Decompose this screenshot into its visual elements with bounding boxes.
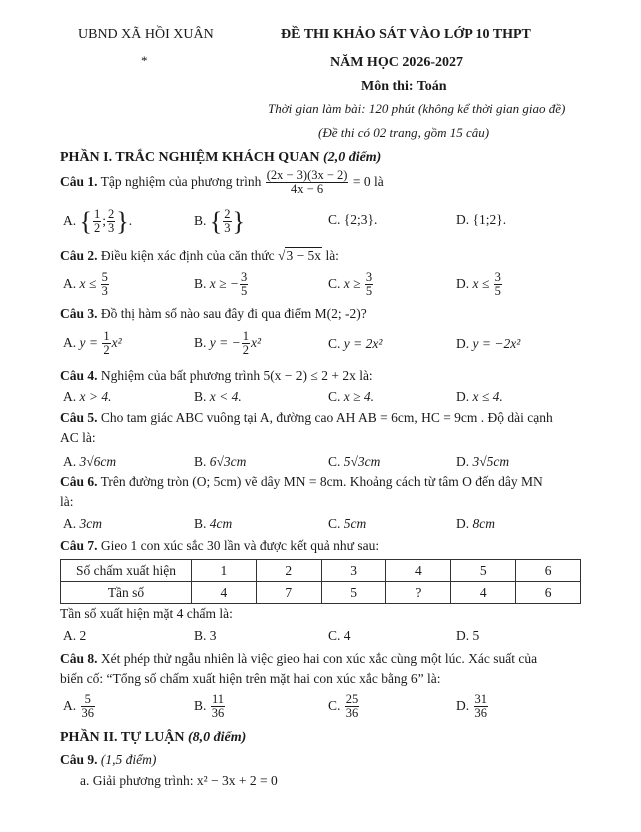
question-6 (60, 474, 543, 490)
q6-option-a[interactable] (63, 516, 102, 532)
brace-left: { (79, 206, 92, 236)
option-letter: D. (456, 698, 470, 713)
table-cell: 4 (192, 582, 257, 604)
fraction (266, 169, 349, 196)
part2-title: PHẦN II. TỰ LUẬN (60, 730, 185, 745)
question-points: (1,5 điểm) (97, 752, 157, 767)
school-year: NĂM HỌC 2026-2027 (330, 55, 463, 70)
table-cell: 5 (321, 582, 386, 604)
q5-option-c[interactable] (328, 454, 380, 470)
option-letter: D. (456, 336, 470, 351)
fraction-numerator: 1 (93, 207, 101, 222)
q2-option-d[interactable] (456, 268, 503, 300)
fraction (345, 693, 360, 720)
table-cell: 2 (256, 560, 321, 582)
fraction-denominator: 5 (241, 284, 248, 299)
question-7-sub: Tần số xuất hiện mặt 4 chấm là: (60, 606, 233, 621)
option-value: x² (111, 335, 122, 350)
part1-heading (60, 150, 381, 166)
fraction-numerator: 11 (211, 692, 225, 707)
q6-option-d[interactable] (456, 516, 495, 532)
option-value: 5√3cm (343, 454, 381, 469)
q3-option-d[interactable] (456, 336, 520, 352)
option-letter: D. (456, 628, 470, 643)
option-value: 6√3cm (209, 454, 247, 469)
q2-option-c[interactable] (328, 268, 374, 300)
option-letter: D. (456, 276, 470, 291)
fraction-denominator: 36 (345, 706, 359, 721)
question-text: Điều kiện xác định của căn thức (97, 248, 279, 263)
question-tail: là: (322, 248, 339, 263)
table-cell: 4 (451, 582, 516, 604)
frequency-table (60, 559, 581, 604)
question-text: Nghiệm của bất phương trình 5(x − 2) ≤ 2 + 2x là: (97, 368, 373, 383)
question-text: Tập nghiệm của phương trình (97, 174, 262, 189)
q4-option-c[interactable] (328, 389, 374, 405)
table-cell: Tần số (61, 582, 192, 604)
question-4 (60, 368, 373, 384)
fraction-numerator: 1 (103, 329, 110, 344)
option-letter: C. (328, 516, 341, 531)
question-tail: = 0 là (349, 174, 384, 189)
q1-option-a[interactable]: A. { $\frac{1}{2}$ ; $\frac{2}{3}$ }. (63, 206, 133, 236)
question-5-line2: AC là: (60, 430, 96, 445)
q8-option-d[interactable] (456, 690, 489, 722)
fraction-numerator: 3 (494, 270, 501, 285)
option-value: x ≤ 4. (472, 389, 503, 404)
option-letter: C. (328, 389, 341, 404)
fraction-numerator: 1 (242, 329, 249, 344)
part2-points: (8,0 điểm) (184, 730, 247, 745)
table-cell: Số chấm xuất hiện (61, 560, 192, 582)
exam-time: Thời gian làm bài: 120 phút (không kể thời gian giao đề) (268, 101, 566, 116)
option-letter: B. (194, 389, 207, 404)
option-value: 3 (209, 628, 217, 643)
question-9 (60, 752, 156, 768)
fraction (211, 693, 226, 720)
option-value: x² (250, 335, 262, 350)
q4-option-b[interactable] (194, 389, 242, 405)
table-cell: 7 (256, 582, 321, 604)
exam-note: (Đề thi có 02 trang, gồm 15 câu) (318, 125, 490, 140)
brace-right: } (232, 206, 245, 236)
option-letter: A. (63, 698, 77, 713)
option-value: x ≤ (472, 276, 493, 291)
table-cell: 5 (451, 560, 516, 582)
option-letter: A. (63, 389, 77, 404)
fraction-numerator: 25 (345, 692, 359, 707)
question-label: Câu 4. (60, 368, 98, 383)
option-value: y = −2x² (472, 336, 521, 351)
fraction (474, 693, 489, 720)
fraction-numerator: 5 (101, 270, 108, 285)
question-label: Câu 7. (60, 538, 98, 553)
option-letter: A. (63, 628, 77, 643)
question-3 (60, 306, 367, 322)
fraction (223, 208, 231, 235)
option-letter: B. (194, 628, 207, 643)
table-row (61, 560, 581, 582)
exam-subject: Môn thi: Toán (361, 79, 447, 94)
fraction (93, 208, 101, 235)
question-9a: a. Giải phương trình: x² − 3x + 2 = 0 (80, 773, 278, 788)
fraction (81, 693, 96, 720)
q7-option-a[interactable] (63, 628, 86, 644)
fraction-denominator: 3 (224, 221, 231, 236)
question-text: Đồ thị hàm số nào sau đây đi qua điểm M(2; -2)? (97, 306, 367, 321)
q2-option-b[interactable] (194, 268, 249, 300)
option-letter: A. (63, 335, 77, 350)
question-7 (60, 538, 379, 554)
q8-option-c[interactable] (328, 690, 360, 722)
fraction-denominator: 36 (211, 706, 225, 721)
fraction (102, 330, 110, 357)
q7-option-b[interactable] (194, 628, 217, 644)
q5-option-b[interactable] (194, 454, 246, 470)
question-text: Trên đường tròn (O; 5cm) vẽ dây MN = 8cm. Khoảng cách từ tâm O đến dây MN (97, 474, 543, 489)
q3-option-a[interactable] (63, 327, 122, 359)
option-letter: B. (194, 516, 207, 531)
fraction-denominator: 2 (93, 221, 101, 236)
brace-right: } (116, 206, 129, 236)
option-letter: B. (194, 335, 207, 350)
question-label: Câu 8. (60, 651, 98, 666)
brace-left: { (209, 206, 223, 236)
option-value: x ≤ (79, 276, 100, 291)
option-value: 4cm (209, 516, 233, 531)
question-6-line2: là: (60, 494, 74, 509)
question-2 (60, 248, 339, 264)
option-value: 3√6cm (79, 454, 117, 469)
question-5 (60, 410, 553, 426)
question-1 (60, 166, 384, 198)
fraction (365, 271, 373, 298)
question-text: Gieo 1 con xúc sắc 30 lần và được kết quả như sau: (97, 538, 380, 553)
option-letter: B. (194, 698, 207, 713)
q2-option-a[interactable] (63, 268, 110, 300)
table-row (61, 582, 581, 604)
option-value: {2;3}. (343, 212, 378, 227)
exam-title: ĐỀ THI KHẢO SÁT VÀO LỚP 10 THPT (281, 27, 531, 42)
question-label: Câu 1. (60, 174, 98, 189)
option-letter: B. (194, 454, 207, 469)
part1-title: PHẦN I. TRẮC NGHIỆM KHÁCH QUAN (60, 150, 320, 165)
option-letter: C. (328, 212, 341, 227)
q8-option-b[interactable] (194, 690, 226, 722)
q5-option-a[interactable] (63, 454, 116, 470)
question-label: Câu 9. (60, 752, 98, 767)
option-value: 8cm (472, 516, 495, 531)
q5-option-d[interactable] (456, 454, 509, 470)
part1-points: (2,0 điểm) (319, 150, 382, 165)
header-star: * (141, 53, 148, 68)
table-cell: 6 (516, 560, 581, 582)
option-value: 5 (472, 628, 480, 643)
q3-option-b[interactable] (194, 327, 261, 359)
q3-option-c[interactable] (328, 336, 382, 352)
fraction-denominator: 36 (474, 706, 487, 721)
fraction-denominator: 2 (103, 343, 110, 358)
question-label: Câu 3. (60, 306, 98, 321)
option-value: x ≥ − (209, 276, 240, 291)
fraction (494, 271, 502, 298)
table-cell: 6 (516, 582, 581, 604)
table-cell: 3 (321, 560, 386, 582)
q1-option-b[interactable] (194, 205, 245, 238)
radicand: 3 − 5x (286, 248, 322, 263)
fraction-numerator: 3 (241, 270, 248, 285)
option-letter: D. (456, 454, 470, 469)
table-cell: 4 (386, 560, 451, 582)
q1-option-d[interactable] (456, 212, 506, 228)
fraction-denominator: 3 (101, 284, 108, 299)
question-8 (60, 651, 537, 667)
option-value: x ≥ (343, 276, 364, 291)
question-text: Cho tam giác ABC vuông tại A, đường cao AH AB = 6cm, HC = 9cm . Độ dài cạnh (97, 410, 553, 425)
option-value: 2 (79, 628, 87, 643)
option-value: 3√5cm (472, 454, 510, 469)
fraction-denominator: 5 (365, 284, 373, 299)
fraction-denominator: 2 (242, 343, 249, 358)
fraction (107, 208, 115, 235)
issuing-organization: UBND XÃ HỒI XUÂN (78, 27, 214, 42)
option-value: 4 (343, 628, 351, 643)
question-label: Câu 2. (60, 248, 98, 263)
option-letter: C. (328, 628, 341, 643)
fraction-denominator: 36 (81, 706, 94, 721)
option-letter: B. (194, 276, 207, 291)
fraction-denominator: 4x − 6 (291, 182, 324, 197)
option-value: {1;2}. (472, 212, 507, 227)
q4-option-d[interactable] (456, 389, 503, 405)
table-cell: ? (386, 582, 451, 604)
option-letter: C. (328, 336, 341, 351)
option-value: y = (79, 335, 102, 350)
option-letter: A. (63, 213, 77, 228)
question-label: Câu 5. (60, 410, 98, 425)
option-letter: B. (194, 213, 207, 228)
q7-option-c[interactable] (328, 628, 351, 644)
fraction (240, 271, 248, 298)
option-value: x ≥ 4. (343, 389, 375, 404)
q4-option-a[interactable] (63, 389, 111, 405)
option-letter: C. (328, 698, 341, 713)
option-letter: C. (328, 454, 341, 469)
fraction-denominator: 5 (494, 284, 501, 299)
fraction-numerator: 5 (81, 693, 96, 707)
option-letter: A. (63, 516, 77, 531)
q7-option-d[interactable] (456, 628, 479, 644)
option-letter: D. (456, 212, 470, 227)
fraction-numerator: (2x − 3)(3x − 2) (266, 168, 348, 183)
fraction-denominator: 3 (108, 221, 115, 236)
sqrt-symbol: √ (278, 248, 286, 263)
q1-option-c[interactable] (328, 212, 377, 228)
question-text: Xét phép thử ngẫu nhiên là việc gieo hai con xúc xắc cùng một lúc. Xác suất của (97, 651, 538, 666)
fraction-numerator: 2 (108, 207, 115, 222)
q6-option-c[interactable] (328, 516, 366, 532)
fraction-numerator: 2 (224, 207, 231, 222)
table-cell: 1 (192, 560, 257, 582)
option-letter: C. (328, 276, 341, 291)
option-letter: D. (456, 389, 470, 404)
option-value: x > 4. (79, 389, 112, 404)
option-value: y = − (209, 335, 241, 350)
fraction (101, 271, 109, 298)
question-label: Câu 6. (60, 474, 98, 489)
option-value: 3cm (79, 516, 102, 531)
option-value: y = 2x² (343, 336, 383, 351)
part2-heading (60, 730, 246, 746)
q8-option-a[interactable] (63, 690, 96, 722)
fraction-numerator: 31 (474, 692, 487, 707)
option-value: 5cm (343, 516, 367, 531)
fraction (242, 330, 250, 357)
option-letter: A. (63, 276, 77, 291)
option-value: x < 4. (209, 389, 242, 404)
option-letter: D. (456, 516, 470, 531)
q6-option-b[interactable] (194, 516, 232, 532)
option-letter: A. (63, 454, 77, 469)
question-8-line2: biến cố: “Tổng số chấm xuất hiện trên mặt hai con xúc xắc bằng 6” là: (60, 671, 441, 686)
fraction-numerator: 3 (365, 270, 373, 285)
